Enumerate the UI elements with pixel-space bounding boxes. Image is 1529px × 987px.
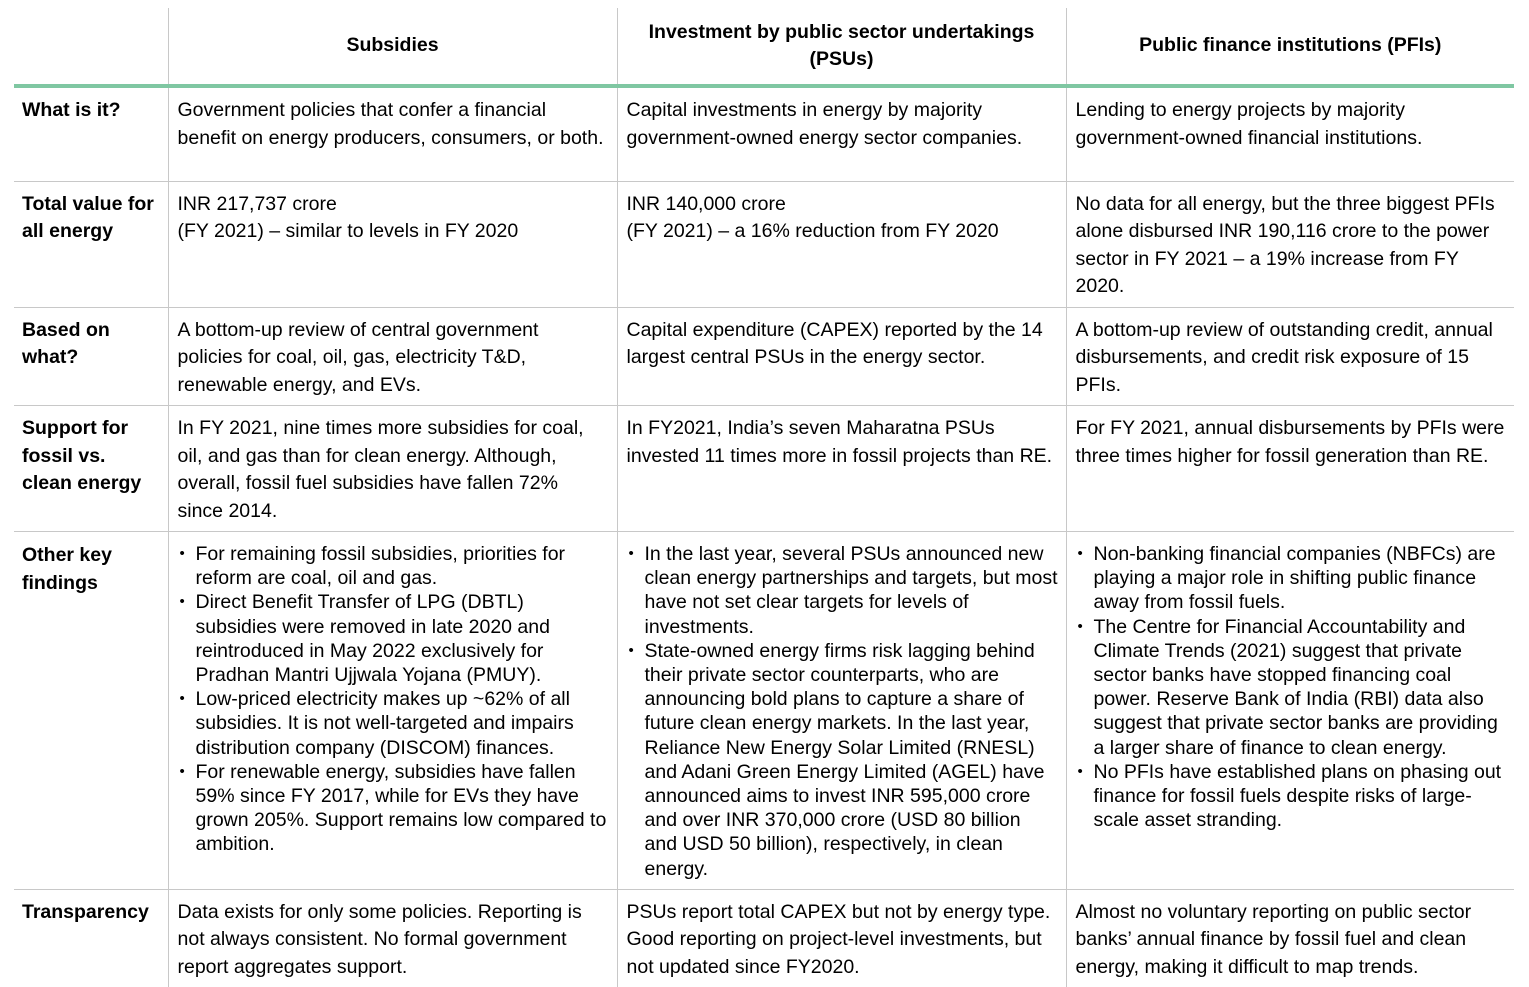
list-item: • Non-banking financial companies (NBFCs) are playing a major role in shifting public finance away from fossil fuels.	[1076, 542, 1507, 615]
cell-psus: Capital expenditure (CAPEX) reported by the 14 largest central PSUs in the energy sector.	[617, 307, 1066, 406]
row-other-findings	[14, 532, 1514, 890]
cell-psus: INR 140,000 crore (FY 2021) – a 16% reduction from FY 2020	[617, 181, 1066, 307]
cell-pfis: Lending to energy projects by majority government-owned financial institutions.	[1066, 86, 1514, 181]
cell-psus: PSUs report total CAPEX but not by energy type. Good reporting on project-level investments, but not updated since FY2020.	[617, 889, 1066, 987]
list-item: • For renewable energy, subsidies have fallen 59% since FY 2017, while for EVs they have grown 205%. Support remains low compared to ambition.	[178, 760, 609, 857]
cell-psus	[617, 532, 1066, 890]
header-psus: Investment by public sector undertakings (PSUs)	[617, 8, 1066, 86]
comparison-table	[14, 8, 1514, 987]
header-pfis: Public finance institutions (PFIs)	[1066, 8, 1514, 86]
row-label: Other key findings	[14, 532, 168, 890]
list-item: • The Centre for Financial Accountability and Climate Trends (2021) suggest that private sector banks have stopped financing coal power. Reserve Bank of India (RBI) data also suggest that private sector banks are providing a larger share of finance to clean energy.	[1076, 615, 1507, 760]
list-item: • No PFIs have established plans on phasing out finance for fossil fuels despite risks of large-scale asset stranding.	[1076, 760, 1507, 833]
list-item: • Direct Benefit Transfer of LPG (DBTL) subsidies were removed in late 2020 and reintroduced in May 2022 exclusively for Pradhan Mantri Ujjwala Yojana (PMUY).	[178, 590, 609, 687]
cell-subsidies: INR 217,737 crore (FY 2021) – similar to levels in FY 2020	[168, 181, 617, 307]
findings-list	[178, 542, 609, 857]
cell-pfis: No data for all energy, but the three biggest PFIs alone disbursed INR 190,116 crore to the power sector in FY 2021 – a 19% increase from FY 2020.	[1066, 181, 1514, 307]
row-based-on	[14, 307, 1514, 406]
cell-subsidies: Data exists for only some policies. Reporting is not always consistent. No formal government report aggregates support.	[168, 889, 617, 987]
cell-psus: In FY2021, India’s seven Maharatna PSUs invested 11 times more in fossil projects than RE.	[617, 406, 1066, 532]
row-transparency	[14, 889, 1514, 987]
list-item: • In the last year, several PSUs announced new clean energy partnerships and targets, but most have not set clear targets for levels of investments.	[627, 542, 1058, 639]
list-item: • Low-priced electricity makes up ~62% of all subsidies. It is not well-targeted and impairs distribution company (DISCOM) finances.	[178, 687, 609, 760]
row-label: Based on what?	[14, 307, 168, 406]
row-label: Total value for all energy	[14, 181, 168, 307]
findings-list	[1076, 542, 1507, 832]
findings-list	[627, 542, 1058, 881]
cell-subsidies	[168, 532, 617, 890]
cell-subsidies: In FY 2021, nine times more subsidies for coal, oil, and gas than for clean energy. Although, overall, fossil fuel subsidies have fallen 72% since 2014.	[168, 406, 617, 532]
row-label: Transparency	[22, 900, 149, 923]
cell-pfis: For FY 2021, annual disbursements by PFIs were three times higher for fossil generation than RE.	[1066, 406, 1514, 532]
cell-subsidies: Government policies that confer a financial benefit on energy producers, consumers, or both.	[168, 86, 617, 181]
list-item: • For remaining fossil subsidies, priorities for reform are coal, oil and gas.	[178, 542, 609, 590]
row-total-value	[14, 181, 1514, 307]
row-what-is-it	[14, 86, 1514, 181]
header-empty	[14, 8, 168, 86]
cell-pfis: Almost no voluntary reporting on public sector banks’ annual finance by fossil fuel and clean energy, making it difficult to map trends.	[1066, 889, 1514, 987]
cell-subsidies: A bottom-up review of central government policies for coal, oil, gas, electricity T&D, renewable energy, and EVs.	[168, 307, 617, 406]
cell-pfis	[1066, 532, 1514, 890]
header-row	[14, 8, 1514, 86]
cell-pfis: A bottom-up review of outstanding credit, annual disbursements, and credit risk exposure of 15 PFIs.	[1066, 307, 1514, 406]
cell-psus: Capital investments in energy by majority government-owned energy sector companies.	[617, 86, 1066, 181]
row-support	[14, 406, 1514, 532]
header-subsidies: Subsidies	[168, 8, 617, 86]
list-item: • State-owned energy firms risk lagging behind their private sector counterparts, who are announcing bold plans to capture a share of future clean energy markets. In the last year, Reliance New Energy Solar Limited (RNESL) and Adani Green Energy Limited (AGEL) have announced aims to invest INR 595,000 crore and over INR 370,000 crore (USD 80 billion and USD 50 billion), respectively, in clean energy.	[627, 639, 1058, 881]
row-label: What is it?	[14, 86, 168, 181]
row-label: Support for fossil vs. clean energy	[14, 406, 168, 532]
